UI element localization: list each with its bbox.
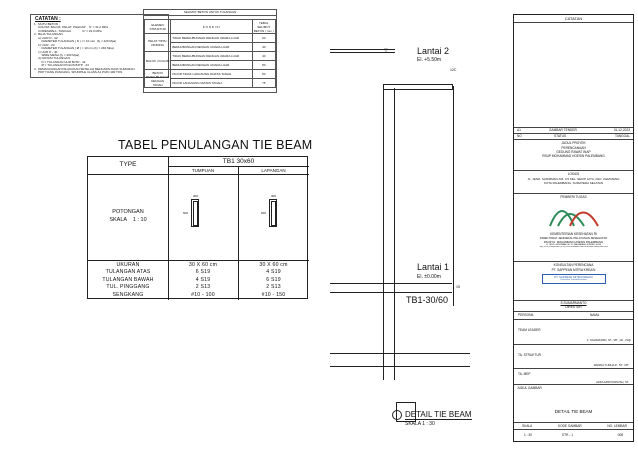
tb-tl-label: TEAM LEADER [518,328,541,332]
dim-height: 600 [261,211,267,215]
cover-row-element: BALOK / KOLOM [145,52,171,70]
tb-catatan: CATATAN [514,15,633,23]
beam-row-label: TULANGAN BAWAH [102,276,154,283]
cover-cell: 40 [252,52,275,61]
tb-lokasi-label: LOKASI [567,172,580,176]
cover-row-element: PELAT TIPIS / DINDING [145,34,171,52]
tb-lokasi-1: KOTA PALEMBANG, SUMATERA SELATAN [543,181,604,185]
cover-cell: BERHUBUNGAN DENGAN UDARA LUAR [171,43,252,52]
table-row [88,277,309,284]
dim-mid: 15 [456,285,460,289]
tb-pemberi-4: Telp. (0711) 354088 Faks. (0711) 351318 website: rsmh.co.id email: rsmh@rsmh.co.id [539,246,608,248]
rev-status: GAMBAR TENDER [549,128,577,132]
cover-cell: 50 [252,70,275,79]
beam-row-label: TUL. PINGGANG [106,284,150,291]
notes-line: b) ULIR - 24 [34,42,55,47]
notes-line: WIRE MESH (fy = 400 Mpa) [34,52,80,57]
tb-nama-label: NAMA [590,313,600,317]
main-title: TABEL PENULANGAN TIE BEAM [118,138,313,152]
tb-lokasi-0: JL. JEND. SUDIRMAN KM. 3,5 KEL. SEKIP JAYA, KEC. KEMUNING [527,177,620,181]
column [383,88,395,380]
notes-line: KOLOM, BALOK, PELAT, PILECAP fc' = 31,2 MPa [34,25,109,30]
notes-title: CATATAN : [35,16,61,22]
dim-width: 300 [270,194,276,198]
detail-drawing [330,30,495,440]
rev-date: 31-12-2023 [613,128,630,132]
beam-row-tumpuan: 6 S19 [195,269,211,276]
tb-foot-h-kode: KODE GAMBAR [558,424,582,428]
tb-proyek-0: PERENCANAAN [561,146,586,150]
beam-col-lapangan: LAPANGAN [261,168,286,173]
tb-foot-kode: STR - 1 [562,433,573,437]
beam-rows [88,262,309,299]
notes-line: 3. PEMANCANGAN DILAKUKAN SETELAH MENCAPAI DATA SUMURAN [34,66,135,71]
beam-row-label: TULANGAN ATAS [105,269,151,276]
cover-cell: TIDAK BERHUBUNGAN DENGAN UDARA LUAR [171,34,252,43]
level-marker-icon: ▽ [384,48,388,54]
cover-cell: 50 [252,61,275,70]
tb-tas-label: TA. STRUKTUR [518,353,541,357]
consultant-logo-line2: Konsultan Teknik Arsitektur [560,279,587,281]
tie-beam [330,283,452,293]
lantai2-elev: El. +5.50m [417,57,442,63]
tb-foot-h-skala: SKALA [522,424,533,428]
cover-cell: BERHUBUNGAN DENGAN UDARA LUAR [171,61,252,70]
tb-pemberi-label: PEMBERI TUGAS [560,195,587,199]
cover-table-box [143,9,277,93]
section-tumpuan [183,194,208,234]
cover-th-element: ELEMEN STRUKTUR [145,20,171,34]
notes-line: DIAMETER TULANGAN ( Ø ) < 10 mm (fy = 240 Mpa) [34,46,114,51]
tb-pemberi-0: KEMENTERIAN KESEHATAN RI [550,232,597,236]
beam-row-tumpuan: #10 - 100 [191,291,215,298]
beam-row-lapangan: 30 X 60 cm [259,262,288,268]
cover-table [144,19,276,88]
notes-line: d) NOTASI TULANGAN [34,56,70,61]
tb-proyek-1: GEDUNG RAWAT INAP [556,150,591,154]
consultant-logo-line1: PT. SAPPEAN MITRA KREASI [554,275,593,279]
notes-line: 2. BAJA TULANGAN [34,32,63,37]
cover-th-val: TEBAL SELIMUT BETON ( mm ) [253,20,274,33]
beam-row-tumpuan: 30 X 60 cm [188,262,218,268]
beam-row-tumpuan: 4 S19 [195,276,211,283]
beam-type-label: TYPE [119,161,137,168]
table-row [88,262,309,269]
tb-tam-name: AZKA APRIYANSYAH, ST. [596,380,629,384]
detail-title-icon [392,410,402,420]
tb-foot-lembar: 008 [617,433,623,437]
tb-tl-name: Ir. SAHARUDIN, ST., MT., IAI., ISQI [586,338,631,342]
beam-row-lapangan: 2 S13 [266,284,281,291]
cover-cell: TIDAK BERHUBUNGAN DENGAN UDARA LUAR [171,52,252,61]
tb-foot-h-lembar: NO. LEMBAR [607,424,627,428]
ministry-logo-icon [544,202,604,230]
section-stirrup [271,201,276,226]
cover-th-cond: K O N D I S I [171,20,252,34]
rev-h-date: TANGGAL [615,134,630,138]
tb-judul-gambar-label: JUDUL GAMBAR [517,386,542,390]
rev-h-no: NO [517,134,522,138]
beam-row-lapangan: 6 S19 [266,276,281,283]
rev-no: A1 [517,128,521,132]
tb-director-role: DIREKTUR [565,305,582,309]
beam-col-tumpuan: TUMPUAN [191,168,215,173]
title-block [513,14,634,442]
detail-title: DETAIL TIE BEAM [405,410,472,419]
beam-row-label: UKURAN [116,262,140,268]
beam-name: TB1 30x60 [222,158,255,165]
beam-row-lapangan: 4 S19 [266,269,281,276]
beam-row-lapangan: #10 - 150 [261,291,286,298]
rev-h-status: STATUS [554,134,567,138]
tb-pemberi-2: RSUP Dr. MOHAMMAD HOESIN PALEMBANG [543,240,604,244]
tb-proyek-2: RSUP MOHAMMAD HOESIN PALEMBANG [542,154,605,158]
tb-pemberi-3: JL. JEND. SUDIRMAN KM. 3,5 PALEMBANG SUMSEL 30126 [545,244,602,246]
cover-cell: 75 [252,79,275,88]
cover-table-title: SELIMUT BETON UNTUK TULANGAN [144,10,276,16]
pile-cap [330,353,470,367]
notes-line: DIAMETER TULANGAN ( D ) >= 10 mm (fy = 420 Mpa) [34,39,117,44]
tb-director-name: S.SUMARMANTO [560,301,587,305]
lantai2-label: Lantai 2 [417,46,450,56]
notes-line: PDP TIANG PANCANG, SPUNPILE CLASS A1 PIJIN 100 TON [34,70,123,75]
section-scale: SKALA 1 : 10 [109,217,147,223]
tb-judul-gambar: DETAIL TIE BEAM [554,409,593,414]
tb-personil-label: PERSONIL [518,313,535,317]
beam-row-label: SENGKANG [112,291,144,298]
beam-table [87,156,308,299]
cover-cell: DICOR TIDAK LANGSUNG DIATAS TANAH [171,70,252,79]
notes-line: Ø = TULANGAN POLOS BJTP - 24 [34,63,89,68]
lantai1-elev: El. ±0.00m [417,274,441,280]
tb-pemberi-1: DIREKTORAT JENDERAL PELAYANAN KESEHATAN [539,236,608,240]
notes-line: c) ULIR D - 40 [34,49,58,54]
notes-line: D = TULANGAN ULIR BJTD - 42 [34,59,86,64]
tb-tas-name: WANDA YUDHA P., ST., MT. [593,363,629,367]
tb-proyek-label: JUDUL PROYEK [561,141,586,145]
section-label: POTONGAN [112,209,144,215]
tb-tam-label: TA. MEP [518,372,531,376]
consultant-logo [542,274,606,284]
cover-cell: 40 [252,43,275,52]
table-row [88,292,309,299]
section-lapangan [261,194,286,234]
detail-scale: SKALA 1 : 30 [405,421,435,427]
section-stirrup [193,201,198,226]
notes-line: a) ULIR D - 42 [34,35,58,40]
dim-height: 600 [183,211,189,215]
table-row [88,284,309,291]
beam-tag: TB1-30/60 [406,295,449,305]
notes-line: CORESWALL, TANGGA fc' = 29,0 MPa [34,28,102,33]
tb-konsultan-label: KONSULTAN PERENCANA [553,263,594,267]
beam-row-tumpuan: 2 S13 [195,284,211,291]
cover-row-element: BETON BERHUBUNGAN DENGAN TANAH [146,70,170,87]
dim-width: 300 [192,194,198,198]
notes-line: 1. MUTU BETON : [34,22,60,26]
tb-konsultan: PT. SAPPEAN MITRA KREASI [551,268,596,272]
lantai1-label: Lantai 1 [417,262,450,272]
cover-cell: DICOR LANGSUNG DIATAS TANAH [171,79,252,88]
dim-top: 12C [450,68,457,72]
cover-cell: 20 [252,34,275,43]
tb-foot-skala: 1 : 30 [524,433,532,437]
table-row [88,269,309,276]
